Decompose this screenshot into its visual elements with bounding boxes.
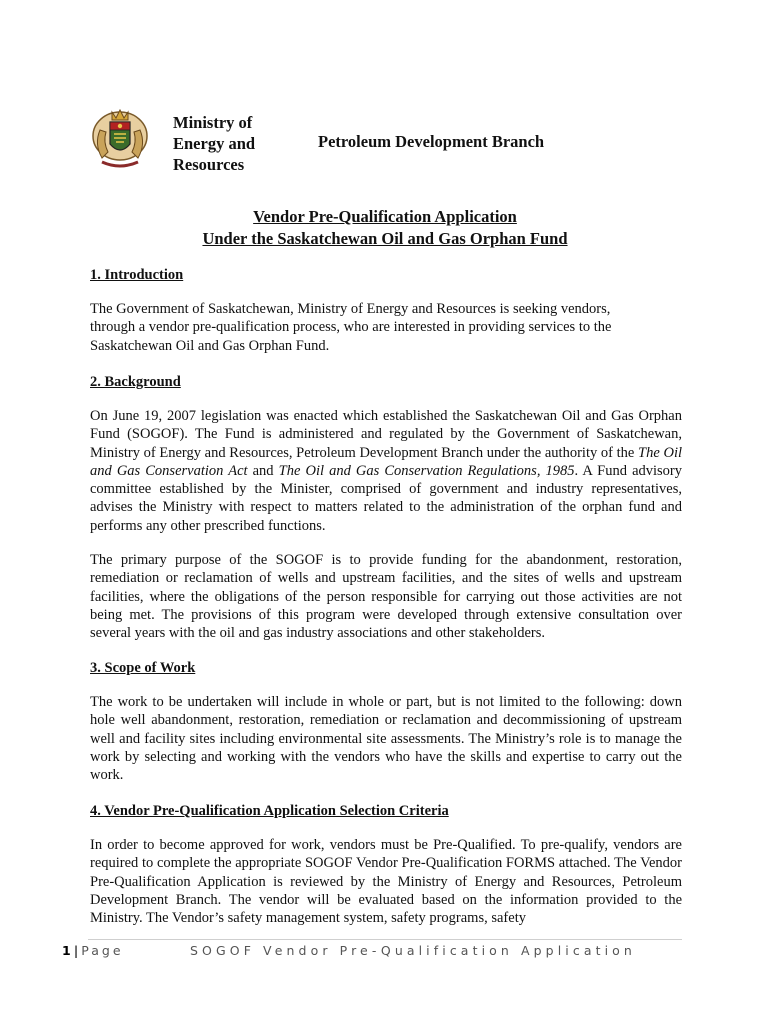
ministry-name xyxy=(173,112,255,175)
title-line-2: Under the Saskatchewan Oil and Gas Orphan Fund xyxy=(202,229,568,248)
footer-separator: | xyxy=(73,943,79,958)
paragraph-text: . A Fund advisory committee established by the Minister, comprised of government and industry representatives, advises the Ministry with respect to matters related to the administration of the orphan fund and performs any other prescribed functions. xyxy=(90,462,683,534)
ministry-line: Resources xyxy=(173,155,245,174)
section-heading: 1. Introduction xyxy=(90,267,184,283)
document-title xyxy=(88,206,682,250)
paragraph-line: through a vendor pre-qualification process, who are interested in providing services to the xyxy=(90,319,612,336)
paragraph-line: Saskatchewan Oil and Gas Orphan Fund. xyxy=(90,337,330,354)
section-introduction xyxy=(90,267,682,355)
paragraph-text: and xyxy=(247,462,279,479)
page-footer xyxy=(62,943,702,958)
ministry-line: Energy and xyxy=(173,134,256,153)
section-selection-criteria xyxy=(90,803,682,927)
section-paragraph: The work to be undertaken will include in whole or part, but is not limited to the following: down hole well abandonment, restoration, remediation or reclamation and decommissioning of upstream well and facility sites including environmental site assessments. The Ministry’s role is to manage the work by selecting and working with the vendors who have the skills and expertise to carry out the work. xyxy=(90,694,682,784)
section-paragraph xyxy=(90,407,682,535)
page-label: Page xyxy=(81,943,124,958)
section-scope-of-work xyxy=(90,660,682,784)
coat-of-arms-logo xyxy=(88,100,152,172)
letterhead xyxy=(88,100,688,180)
page-number: 1 xyxy=(62,943,71,958)
section-paragraph xyxy=(90,300,682,355)
section-background xyxy=(90,374,682,643)
paragraph-line: The Government of Saskatchewan, Ministry of Energy and Resources is seeking vendors, xyxy=(90,301,611,317)
title-line-1: Vendor Pre-Qualification Application xyxy=(253,207,517,226)
section-heading: 3. Scope of Work xyxy=(90,660,196,676)
ministry-line: Ministry of xyxy=(173,113,253,132)
section-paragraph: The primary purpose of the SOGOF is to provide funding for the abandonment, restoration, remediation or reclamation of wells and upstream facilities, and the sites of wells and upstream facilities, where the obligations of the person responsible for carrying out those activities are not being met. The provisions of this program were developed through extensive consultation over several years with the oil and gas industry associations and other stakeholders. xyxy=(90,552,682,642)
section-heading: 4. Vendor Pre-Qualification Application Selection Criteria xyxy=(90,803,449,819)
act-title: The Oil and Gas Conservation Act xyxy=(90,444,683,479)
section-heading: 2. Background xyxy=(90,374,181,390)
paragraph-text: On June 19, 2007 legislation was enacted which established the Saskatchewan Oil and Gas Orphan Fund (SOGOF). The Fund is administered and regulated by the Government of Saskatchewan, Ministry of Energy and Resources, Petroleum Development Branch under the authority of the xyxy=(90,408,682,461)
branch-name: Petroleum Development Branch xyxy=(318,132,545,151)
footer-document-title: SOGOF Vendor Pre-Qualification Application xyxy=(190,943,636,958)
section-paragraph: In order to become approved for work, vendors must be Pre-Qualified. To pre-qualify, vendors are required to complete the appropriate SOGOF Vendor Pre-Qualification FORMS attached. The Vendor Pre-Qualification Application is reviewed by the Ministry of Energy and Resources, Petroleum Development Branch. The vendor will be evaluated based on the information provided to the Ministry. The Vendor’s safety management system, safety programs, safety xyxy=(90,837,682,927)
footer-divider xyxy=(88,939,682,940)
regulations-title: The Oil and Gas Conservation Regulations, 1985 xyxy=(278,462,575,479)
